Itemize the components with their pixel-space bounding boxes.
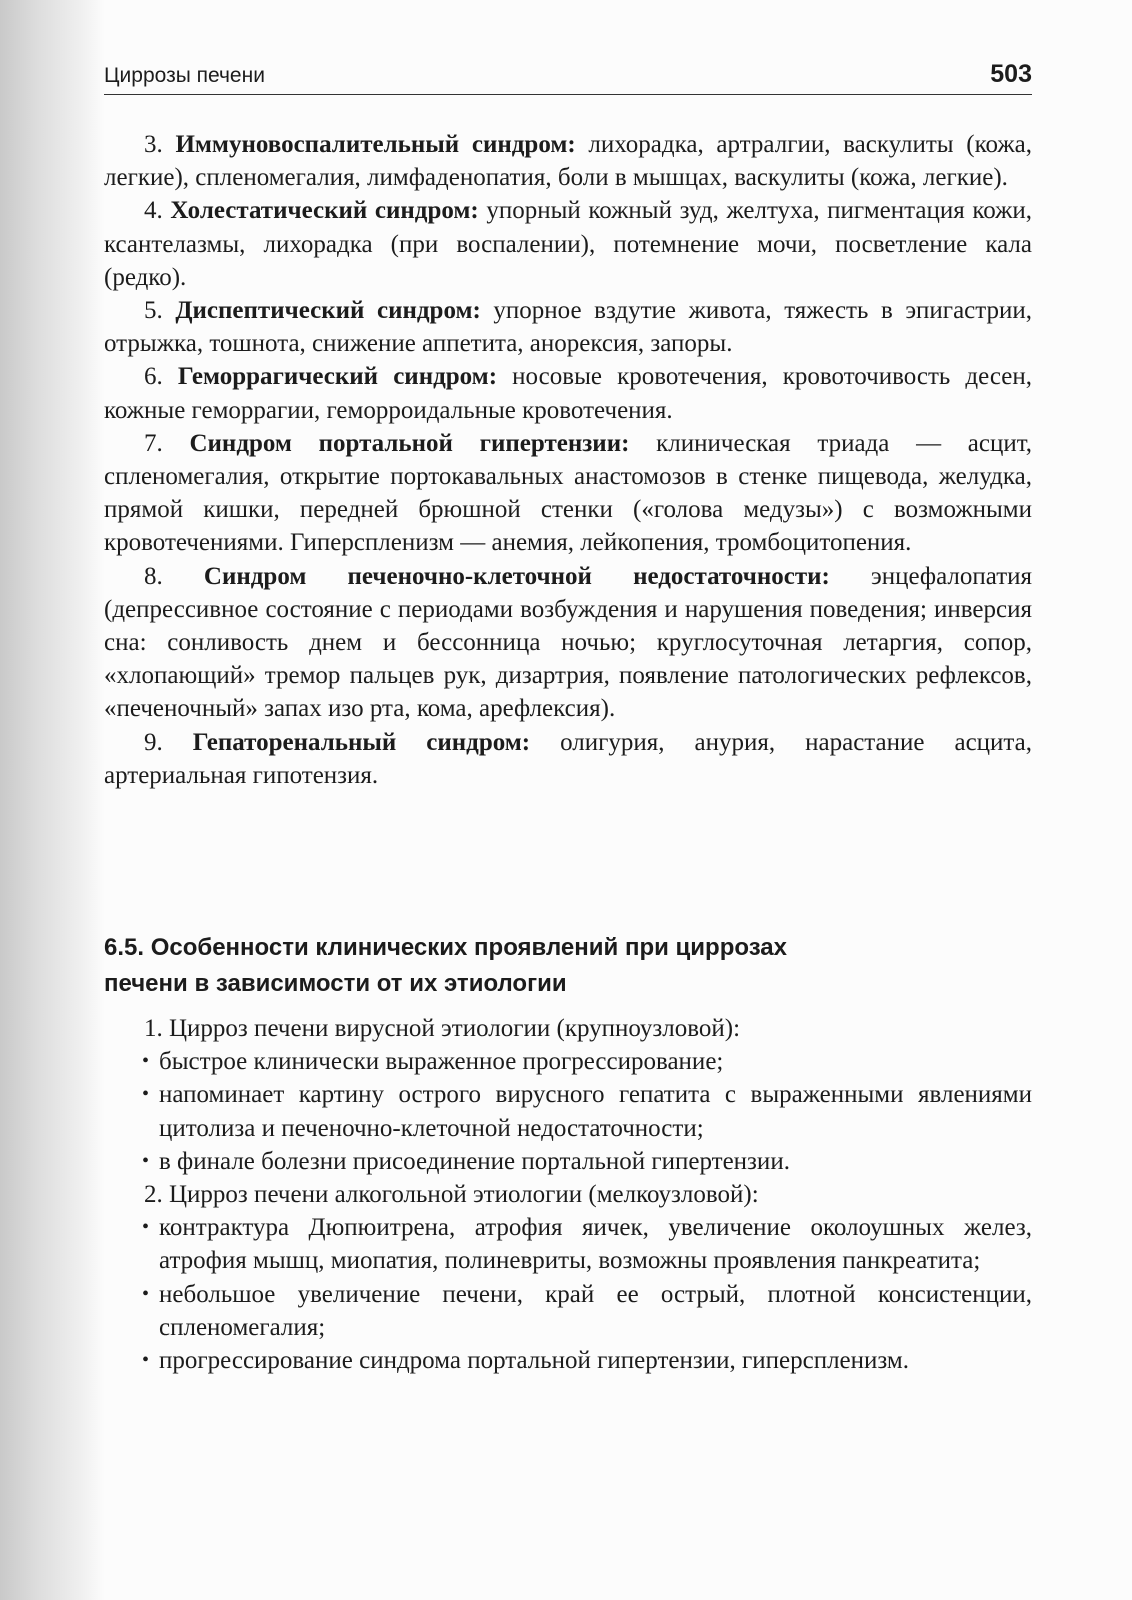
syndrome-paragraph <box>104 427 1032 560</box>
syndrome-description: лихорадка, артралгии, васкулиты (кожа, легкие), спленомегалия, лимфаденопатия, боли в мышцах, васкулиты (кожа, легкие). <box>104 131 1032 192</box>
running-title: Циррозы печени <box>104 64 265 87</box>
item-number: 4. <box>144 197 171 225</box>
syndrome-name: Гепаторенальный синдром: <box>192 728 531 756</box>
item-number: 8. <box>144 562 204 590</box>
item-number: 5. <box>144 297 176 325</box>
item-number: 9. <box>144 728 193 756</box>
page-gutter-shadow <box>0 0 105 1600</box>
etiology-list <box>104 1012 1032 1377</box>
section-heading-line: печени в зависимости от их этиологии <box>104 970 567 997</box>
syndrome-description: клиническая триада — асцит, спленомегалия, открытие портокавальных анастомозов в стенке пищевода, желудка, прямой кишки, передней брюшной стенки («голова медузы») с возможными кровотечениями. Гиперспленизм — анемия, лейкопения, тромбоцитопения. <box>104 429 1033 557</box>
syndrome-description: олигурия, анурия, нарастание асцита, артериальная гипотензия. <box>104 728 1033 789</box>
section-heading-line: 6.5. Особенности клинических проявлений при циррозах <box>104 934 788 961</box>
item-number: 3. <box>144 131 176 158</box>
bullet-item <box>104 1344 1032 1377</box>
section-heading <box>104 930 1032 1002</box>
syndromes-list <box>104 128 1032 792</box>
syndrome-name: Холестатический синдром: <box>170 197 479 225</box>
syndrome-paragraph <box>104 128 1032 194</box>
bullet-marker: • <box>142 1050 150 1073</box>
syndrome-name: Геморрагический синдром: <box>177 363 498 391</box>
bullet-marker: • <box>142 1282 150 1305</box>
syndrome-name: Синдром портальной гипертензии: <box>189 429 630 457</box>
syndrome-paragraph <box>104 360 1032 426</box>
syndrome-description: носовые кровотечения, кровоточивость десен, кожные геморрагии, геморроидальные кровотечения. <box>104 363 1032 424</box>
bullet-text: прогрессирование синдрома портальной гипертензии, гиперспленизм. <box>159 1347 909 1375</box>
syndrome-name: Синдром печеночно-клеточной недостаточности: <box>203 562 830 590</box>
bullet-text: контрактура Дюпюитрена, атрофия яичек, увеличение околоушных желез, атрофия мышц, миопатия, полиневриты, возможны проявления панкреатита; <box>159 1214 1032 1275</box>
bullet-item <box>104 1145 1032 1178</box>
syndrome-name: Диспептический синдром: <box>175 297 481 325</box>
bullet-text: в финале болезни присоединение портальной гипертензии. <box>159 1147 790 1175</box>
bullet-item <box>104 1045 1032 1078</box>
bullet-marker: • <box>142 1216 150 1239</box>
bullet-text: быстрое клинически выраженное прогрессирование; <box>159 1048 724 1076</box>
bullet-marker: • <box>142 1149 150 1172</box>
bullet-text: напоминает картину острого вирусного гепатита с выраженными явлениями цитолиза и печеночно-клеточной недостаточности; <box>159 1081 1032 1142</box>
bullet-marker: • <box>142 1083 150 1106</box>
syndrome-paragraph <box>104 194 1032 294</box>
bullet-text: небольшое увеличение печени, край ее острый, плотной консистенции, спленомегалия; <box>159 1280 1032 1341</box>
syndrome-description: энцефалопатия (депрессивное состояние с периодами возбуждения и нарушения поведения; инверсия сна: сонливость днем и бессонница ночью; круглосуточная летаргия, сопор, «хлопающий» тремор пальцев рук, дизартрия, появление патологических рефлексов, «печеночный» запах изо рта, кома, арефлексия). <box>104 562 1033 723</box>
page-number: 503 <box>990 60 1032 88</box>
syndrome-name: Иммуновоспалительный синдром: <box>175 131 576 158</box>
syndrome-description: упорный кожный зуд, желтуха, пигментация кожи, ксантелазмы, лихорадка (при воспалении), потемнение мочи, посветление кала (редко). <box>104 197 1033 291</box>
syndrome-paragraph <box>104 560 1032 726</box>
syndrome-paragraph <box>104 294 1032 360</box>
list-group-heading: 2. Цирроз печени алкогольной этиологии (мелкоузловой): <box>144 1181 759 1209</box>
bullet-item <box>104 1278 1032 1344</box>
bullet-item <box>104 1078 1032 1144</box>
page-header <box>104 60 1032 95</box>
list-group-heading: 1. Цирроз печени вирусной этиологии (крупноузловой): <box>144 1015 741 1042</box>
syndrome-paragraph <box>104 726 1032 792</box>
bullet-marker: • <box>142 1349 150 1372</box>
syndrome-description: упорное вздутие живота, тяжесть в эпигастрии, отрыжка, тошнота, снижение аппетита, анорексия, запоры. <box>104 297 1032 358</box>
item-number: 7. <box>144 429 190 457</box>
bullet-item <box>104 1211 1032 1277</box>
item-number: 6. <box>144 363 178 391</box>
